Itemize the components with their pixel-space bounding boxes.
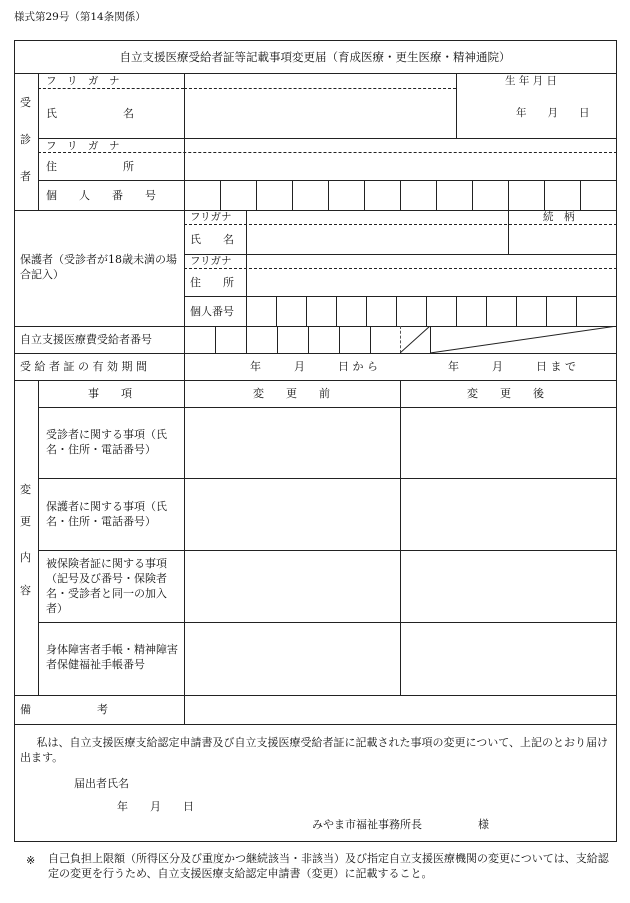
guardian-name-label: 氏 名 bbox=[190, 233, 234, 246]
insurance-change-before-field[interactable] bbox=[185, 551, 399, 622]
patient-individual-number-label: 個 人 番 号 bbox=[46, 189, 156, 202]
handbook-change-before-field[interactable] bbox=[185, 623, 399, 695]
guardian-name-field[interactable] bbox=[247, 225, 507, 254]
patient-label-3: 者 bbox=[20, 170, 31, 183]
guardian-relation-field[interactable] bbox=[509, 225, 616, 254]
change-item-guardian: 保護者に関する事項（氏名・住所・電話番号） bbox=[46, 500, 167, 528]
honorific: 様 bbox=[478, 818, 489, 831]
guardian-change-before-field[interactable] bbox=[185, 479, 399, 550]
patient-furigana2-label: フ リ ガ ナ bbox=[46, 140, 120, 152]
applicant-name-label: 届出者氏名 bbox=[74, 777, 129, 790]
guardian-address-furigana-field[interactable] bbox=[247, 255, 616, 268]
recipient-number-label: 自立支援医療費受給者番号 bbox=[20, 333, 152, 346]
validity-from: 年 月 日 か ら bbox=[250, 360, 378, 373]
guardian-individual-number-label: 個人番号 bbox=[190, 305, 234, 318]
guardian-relation-label: 続 柄 bbox=[543, 211, 575, 223]
change-item-insurance: 被保険者証に関する事項（記号及び番号・保険者名・受診者と同一の加入者） bbox=[46, 557, 167, 615]
changes-label-1: 変 bbox=[20, 483, 31, 496]
note-mark: ※ bbox=[26, 854, 36, 867]
patient-label-1: 受 bbox=[20, 96, 31, 109]
patient-label-2: 診 bbox=[20, 133, 31, 146]
declaration-text: 私は、自立支援医療支給認定申請書及び自立支援医療受給者証に記載された事項の変更について、上記のとおり届け出ます。 bbox=[20, 736, 609, 764]
note-text: 自己負担上限額（所得区分及び重度かつ継続該当・非該当）及び指定自立支援医療機関の変更については、支給認定の変更を行うため、自立支援医療支給認定申請書（変更）に記載すること。 bbox=[48, 852, 609, 880]
guardian-address-label: 住 所 bbox=[190, 276, 234, 289]
change-item-patient: 受診者に関する事項（氏名・住所・電話番号） bbox=[46, 428, 167, 456]
patient-address-label: 住 所 bbox=[46, 160, 134, 173]
recipient-number-slash-lines bbox=[400, 326, 617, 354]
validity-field[interactable] bbox=[185, 354, 616, 380]
patient-name-label: 氏 名 bbox=[46, 107, 134, 120]
validity-to: 年 月 日 ま で bbox=[448, 360, 576, 373]
submission-date: 年 月 日 bbox=[117, 800, 194, 813]
patient-change-after-field[interactable] bbox=[401, 408, 616, 478]
guardian-section-label: 保護者（受診者が18歳未満の場合記入） bbox=[20, 253, 177, 281]
birth-date-value: 年 月 日 bbox=[516, 107, 590, 119]
patient-furigana-label: フ リ ガ ナ bbox=[46, 75, 120, 87]
remarks-field[interactable] bbox=[185, 696, 616, 724]
insurance-change-after-field[interactable] bbox=[401, 551, 616, 622]
birth-date-label: 生 年 月 日 bbox=[505, 75, 558, 87]
form-title: 自立支援医療受給者証等記載事項変更届（育成医療・更生医療・精神通院） bbox=[119, 50, 511, 64]
guardian-individual-number-field[interactable] bbox=[247, 297, 616, 326]
validity-label: 受 給 者 証 の 有 効 期 間 bbox=[20, 360, 147, 373]
guardian-furigana2-label: フリガナ bbox=[190, 255, 232, 267]
addressee: みやま市福祉事務所長 bbox=[312, 818, 422, 831]
handbook-change-after-field[interactable] bbox=[401, 623, 616, 695]
guardian-furigana-label: フリガナ bbox=[190, 211, 232, 223]
col-after-header: 変 更 後 bbox=[467, 387, 544, 400]
changes-label-2: 更 bbox=[20, 515, 31, 528]
patient-address-field[interactable] bbox=[185, 153, 616, 180]
applicant-name-field[interactable] bbox=[140, 772, 440, 792]
guardian-address-field[interactable] bbox=[247, 269, 616, 296]
remarks-label: 備 考 bbox=[20, 703, 108, 716]
patient-individual-number-field[interactable] bbox=[185, 181, 616, 210]
guardian-change-after-field[interactable] bbox=[401, 479, 616, 550]
changes-label-3: 内 bbox=[20, 551, 31, 564]
form-number: 様式第29号（第14条関係） bbox=[14, 11, 146, 23]
patient-address-furigana-field[interactable] bbox=[185, 139, 616, 152]
patient-furigana-field[interactable] bbox=[185, 74, 455, 88]
birth-date-field[interactable] bbox=[457, 89, 616, 137]
guardian-furigana-field[interactable] bbox=[247, 211, 507, 224]
col-item-header: 事 項 bbox=[88, 387, 132, 400]
changes-label-4: 容 bbox=[20, 584, 31, 597]
patient-change-before-field[interactable] bbox=[185, 408, 399, 478]
patient-name-field[interactable] bbox=[185, 89, 455, 137]
change-item-handbook: 身体障害者手帳・精神障害者保健福祉手帳番号 bbox=[46, 643, 178, 671]
col-before-header: 変 更 前 bbox=[253, 387, 330, 400]
recipient-number-field[interactable] bbox=[185, 327, 400, 353]
